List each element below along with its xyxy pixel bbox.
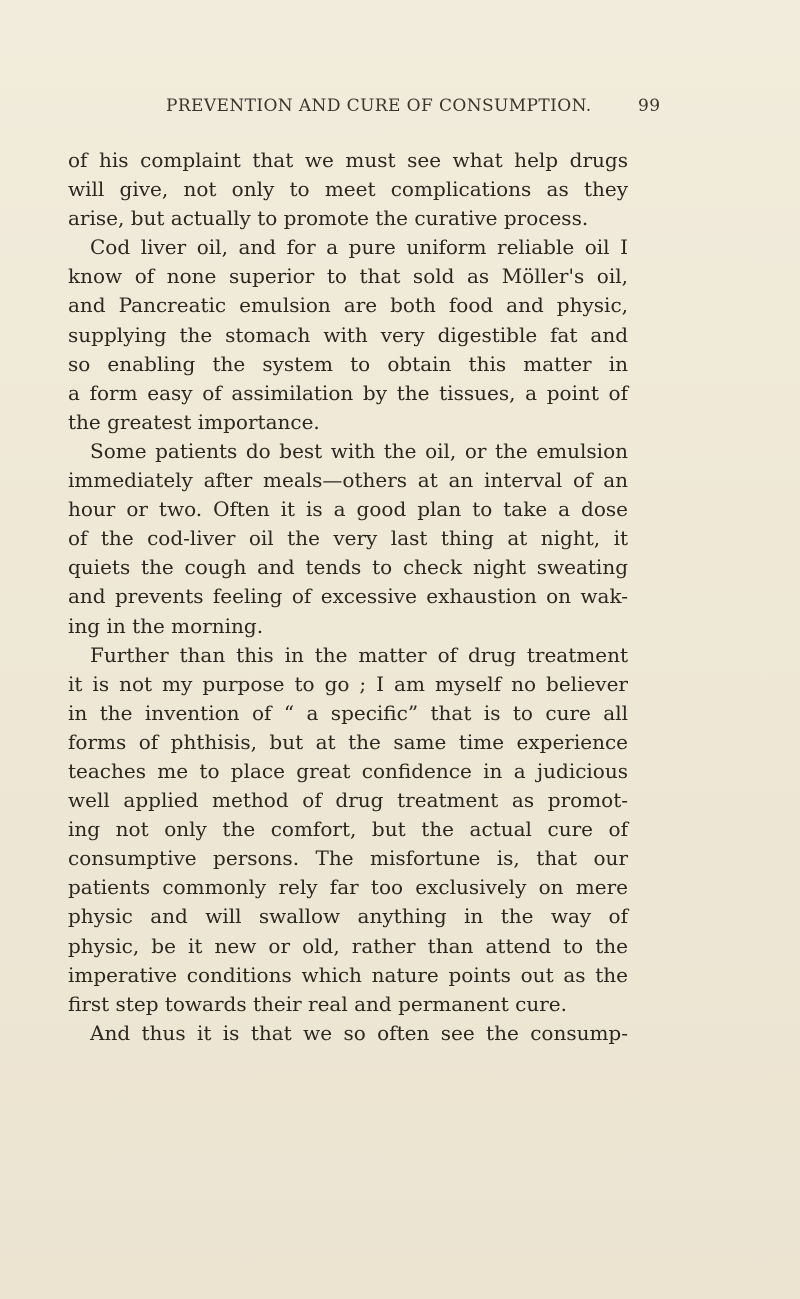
text-line: and Pancreatic emulsion are both food and physic, bbox=[68, 293, 628, 318]
text-line: arise, but actually to promote the curative process. bbox=[68, 206, 589, 231]
running-header bbox=[0, 92, 800, 122]
text-line: of his complaint that we must see what help drugs bbox=[68, 148, 628, 172]
text-line: ing in the morning. bbox=[68, 613, 264, 638]
text-line: a form easy of assimilation by the tissues, a point of bbox=[68, 380, 628, 405]
text-line: imperative conditions which nature points out as the bbox=[68, 962, 628, 987]
text-line: immediately after meals—others at an interval of an bbox=[68, 468, 628, 493]
text-line: Some patients do best with the oil, or the emulsion bbox=[90, 438, 628, 463]
text-line: supplying the stomach with very digestible fat and bbox=[68, 322, 628, 347]
text-line: quiets the cough and tends to check night sweating bbox=[68, 555, 628, 580]
text-line: know of none superior to that sold as Möller's oil, bbox=[68, 264, 628, 289]
text-line: Further than this in the matter of drug treatment bbox=[90, 642, 628, 667]
body-text bbox=[68, 146, 628, 1048]
text-line: and prevents feeling of excessive exhaustion on wak- bbox=[68, 584, 628, 609]
text-line: teaches me to place great confidence in a judicious bbox=[68, 758, 628, 783]
text-line: well applied method of drug treatment as promot- bbox=[68, 788, 628, 813]
text-line: physic and will swallow anything in the way of bbox=[68, 904, 628, 929]
running-title: PREVENTION AND CURE OF CONSUMPTION. bbox=[166, 96, 592, 116]
text-line: of the cod-liver oil the very last thing at night, it bbox=[68, 526, 628, 551]
text-line: Cod liver oil, and for a pure uniform reliable oil I bbox=[90, 235, 628, 260]
text-line: ing not only the comfort, but the actual cure of bbox=[68, 817, 628, 842]
text-line: And thus it is that we so often see the consump- bbox=[90, 1020, 628, 1045]
text-line: physic, be it new or old, rather than attend to the bbox=[68, 933, 628, 958]
page-number: 99 bbox=[638, 96, 661, 116]
text-line: it is not my purpose to go ; I am myself no believer bbox=[68, 671, 628, 696]
text-line: will give, not only to meet complications as they bbox=[68, 177, 628, 202]
text-line: the greatest importance. bbox=[68, 409, 320, 434]
text-line: in the invention of “ a specific” that is to cure all bbox=[68, 700, 628, 725]
text-line: consumptive persons. The misfortune is, that our bbox=[68, 846, 628, 871]
text-line: first step towards their real and permanent cure. bbox=[68, 991, 567, 1016]
text-line: forms of phthisis, but at the same time experience bbox=[68, 729, 628, 754]
text-line: so enabling the system to obtain this matter in bbox=[68, 351, 628, 376]
text-line: patients commonly rely far too exclusively on mere bbox=[68, 875, 628, 900]
text-line: hour or two. Often it is a good plan to take a dose bbox=[68, 497, 628, 522]
